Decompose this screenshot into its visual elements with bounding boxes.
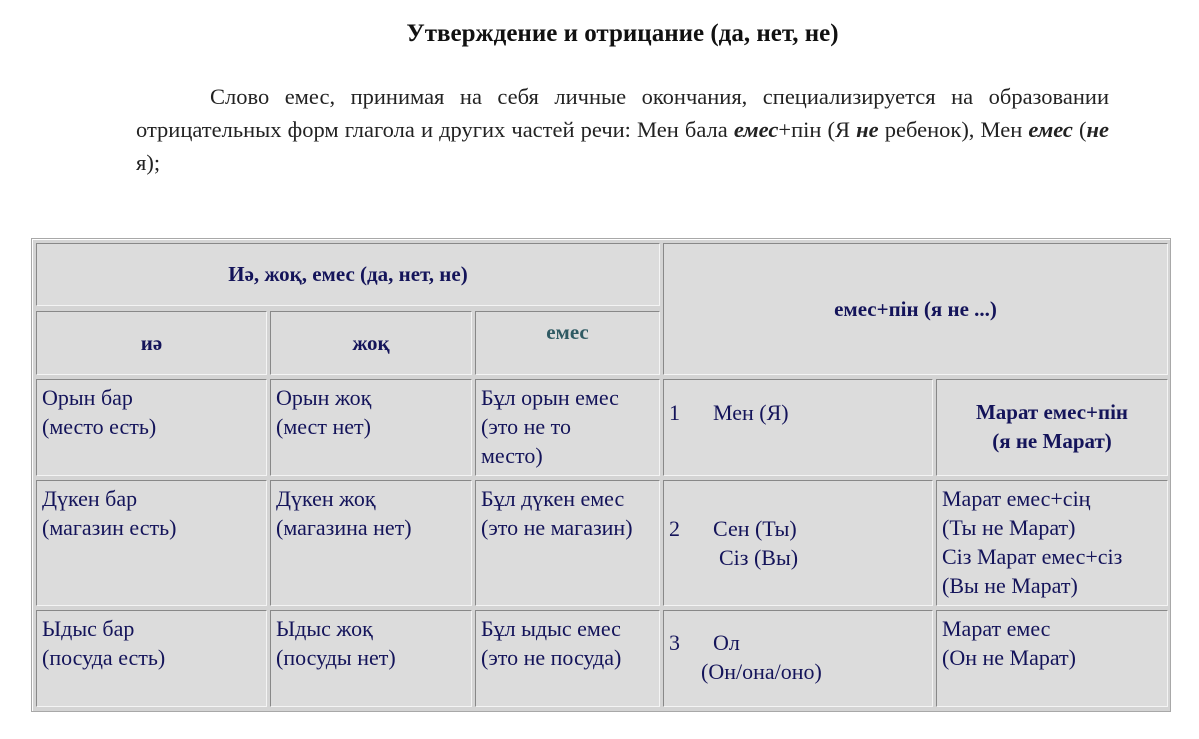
header-group-label: Иә, жоқ, емес (да, нет, не) [228, 262, 468, 286]
example-text: Марат емес+сің [942, 486, 1091, 511]
header-right-cell [663, 243, 1168, 375]
para-bold: не [856, 117, 879, 142]
cell-text: (это не магазин) [481, 515, 633, 540]
pronoun-text: Ол [713, 630, 740, 655]
cell-text: Бұл орын емес [481, 385, 619, 410]
para-bold: не [1086, 117, 1110, 142]
example-text: (Он не Марат) [942, 645, 1076, 670]
pronoun-text: (Он/она/оно) [701, 659, 822, 684]
cell-text: Бұл ыдыс емес [481, 616, 621, 641]
cell-text: место) [481, 443, 543, 468]
cell-text: Ыдыс бар [42, 616, 135, 641]
person-number: 2 [669, 516, 680, 541]
para-text: ( [1072, 117, 1087, 142]
cell-text: Орын бар [42, 385, 133, 410]
col-zhoq-label: жоқ [352, 330, 390, 355]
row1-emes-cell [475, 379, 660, 476]
cell-text: (посуды нет) [276, 645, 396, 670]
row1-ie-cell [36, 379, 267, 476]
para-text: +пін (Я [778, 117, 857, 142]
col-header-ie [36, 311, 267, 375]
header-right-label: емес+пін (я не ...) [834, 296, 997, 321]
para-text: ребенок), Мен [878, 117, 1029, 142]
col-header-emes [475, 311, 660, 375]
row3-example-cell [936, 610, 1168, 707]
row3-zhoq-cell [270, 610, 472, 707]
para-bold: емес [733, 117, 779, 142]
example-text: Сіз Марат емес+сіз [942, 544, 1123, 569]
row2-pronoun-cell [663, 480, 933, 606]
pronoun-text: Мен (Я) [713, 400, 789, 425]
row1-zhoq-cell [270, 379, 472, 476]
para-text: Слово емес, принимая на себя личные окончания, специализируется на образовании отрицательных форм глагола и других частей речи: Мен бала [136, 84, 1109, 142]
row3-pronoun-cell [663, 610, 933, 707]
row1-example-cell [936, 379, 1168, 476]
col-ie-label: иә [140, 330, 163, 355]
person-number: 1 [669, 400, 680, 425]
row3-emes-cell [475, 610, 660, 707]
row2-ie-cell [36, 480, 267, 606]
example-text: Марат емес+пін [975, 400, 1129, 424]
cell-text: (магазин есть) [42, 515, 177, 540]
cell-text: Дүкен жоқ [276, 486, 376, 511]
row2-emes-cell [475, 480, 660, 606]
cell-text: (это не то [481, 414, 571, 439]
cell-text: Дүкен бар [42, 486, 138, 511]
cell-text: (посуда есть) [42, 645, 166, 670]
example-text: Марат емес [942, 616, 1051, 641]
row3-ie-cell [36, 610, 267, 707]
row1-pronoun-cell [663, 379, 933, 476]
para-text: я); [136, 150, 161, 175]
cell-text: Бұл дүкен емес [481, 486, 625, 511]
example-text: (Ты не Марат) [942, 515, 1076, 540]
cell-text: Орын жоқ [276, 385, 372, 410]
cell-text: (место есть) [42, 414, 157, 439]
header-group-cell [36, 243, 660, 306]
para-bold: емес [1028, 117, 1073, 142]
row2-example-cell [936, 480, 1168, 606]
col-header-zhoq [270, 311, 472, 375]
example-text: (я не Марат) [992, 429, 1112, 453]
cell-text: (мест нет) [276, 414, 371, 439]
cell-text: (магазина нет) [276, 515, 412, 540]
cell-text: Ыдыс жоқ [276, 616, 373, 641]
grammar-table [31, 238, 1171, 712]
col-emes-label: емес [546, 320, 589, 344]
cell-text: (это не посуда) [481, 645, 622, 670]
pronoun-text: Сен (Ты) [713, 516, 797, 541]
intro-paragraph [136, 80, 1109, 179]
person-number: 3 [669, 630, 680, 655]
page-title: Утверждение и отрицание (да, нет, не) [406, 20, 839, 47]
example-text: (Вы не Марат) [942, 573, 1078, 598]
pronoun-text: Сіз (Вы) [719, 545, 799, 570]
row2-zhoq-cell [270, 480, 472, 606]
